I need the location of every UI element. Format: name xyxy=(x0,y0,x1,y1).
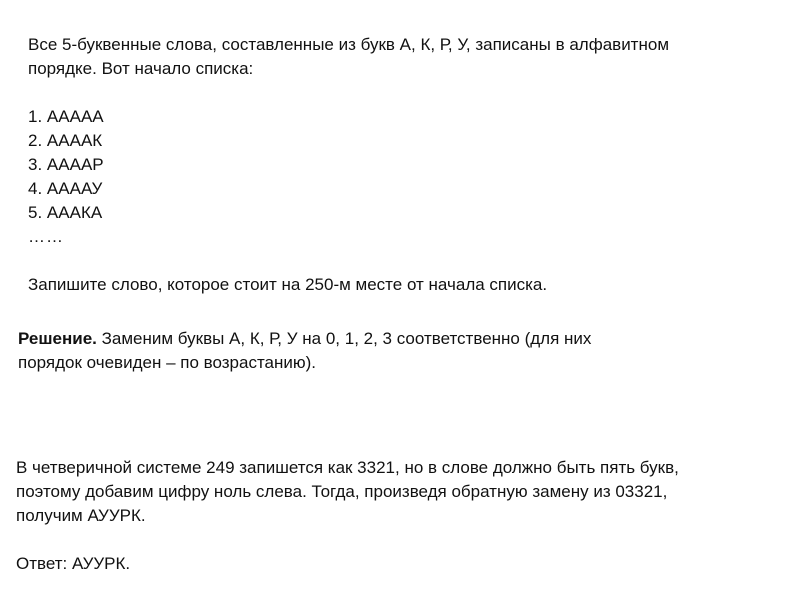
solution-line-1 xyxy=(18,327,778,351)
explanation-block xyxy=(16,456,786,576)
word-list xyxy=(28,105,788,249)
list-item-word: АААКА xyxy=(46,203,103,222)
list-item-number: 1. xyxy=(28,107,43,126)
solution-text-1: Заменим буквы А, К, Р, У на 0, 1, 2, 3 соответственно (для них xyxy=(96,329,592,348)
list-item xyxy=(28,129,788,153)
list-item-number: 3. xyxy=(28,155,43,174)
spacer xyxy=(16,528,786,552)
problem-question: Запишите слово, которое стоит на 250-м месте от начала списка. xyxy=(28,275,548,294)
problem-statement xyxy=(28,33,788,297)
solution-label: Решение. xyxy=(18,329,97,348)
solution-block xyxy=(18,327,778,375)
list-item xyxy=(28,153,788,177)
list-item-number: 5. xyxy=(28,203,43,222)
list-item-word: ААААА xyxy=(46,107,104,126)
solution-line-2: порядок очевиден – по возрастанию). xyxy=(18,353,317,372)
list-item-word: ААААУ xyxy=(46,179,103,198)
list-item xyxy=(28,201,788,225)
list-item xyxy=(28,105,788,129)
answer-line: Ответ: АУУРК. xyxy=(16,554,131,573)
list-item xyxy=(28,177,788,201)
spacer xyxy=(28,249,788,273)
list-item-number: 4. xyxy=(28,179,43,198)
problem-intro-line-2: порядке. Вот начало списка: xyxy=(28,59,254,78)
list-item-word: ААААК xyxy=(46,131,103,150)
spacer xyxy=(28,81,788,105)
list-ellipsis: …… xyxy=(28,227,64,246)
explanation-line-1: В четверичной системе 249 запишется как 3321, но в слове должно быть пять букв, xyxy=(16,458,679,477)
explanation-line-2: поэтому добавим цифру ноль слева. Тогда, произведя обратную замену из 03321, xyxy=(16,482,668,501)
list-item-number: 2. xyxy=(28,131,43,150)
explanation-line-3: получим АУУРК. xyxy=(16,506,146,525)
problem-intro-line-1: Все 5-буквенные слова, составленные из букв А, К, Р, У, записаны в алфавитном xyxy=(28,35,670,54)
list-item-word: ААААР xyxy=(46,155,104,174)
